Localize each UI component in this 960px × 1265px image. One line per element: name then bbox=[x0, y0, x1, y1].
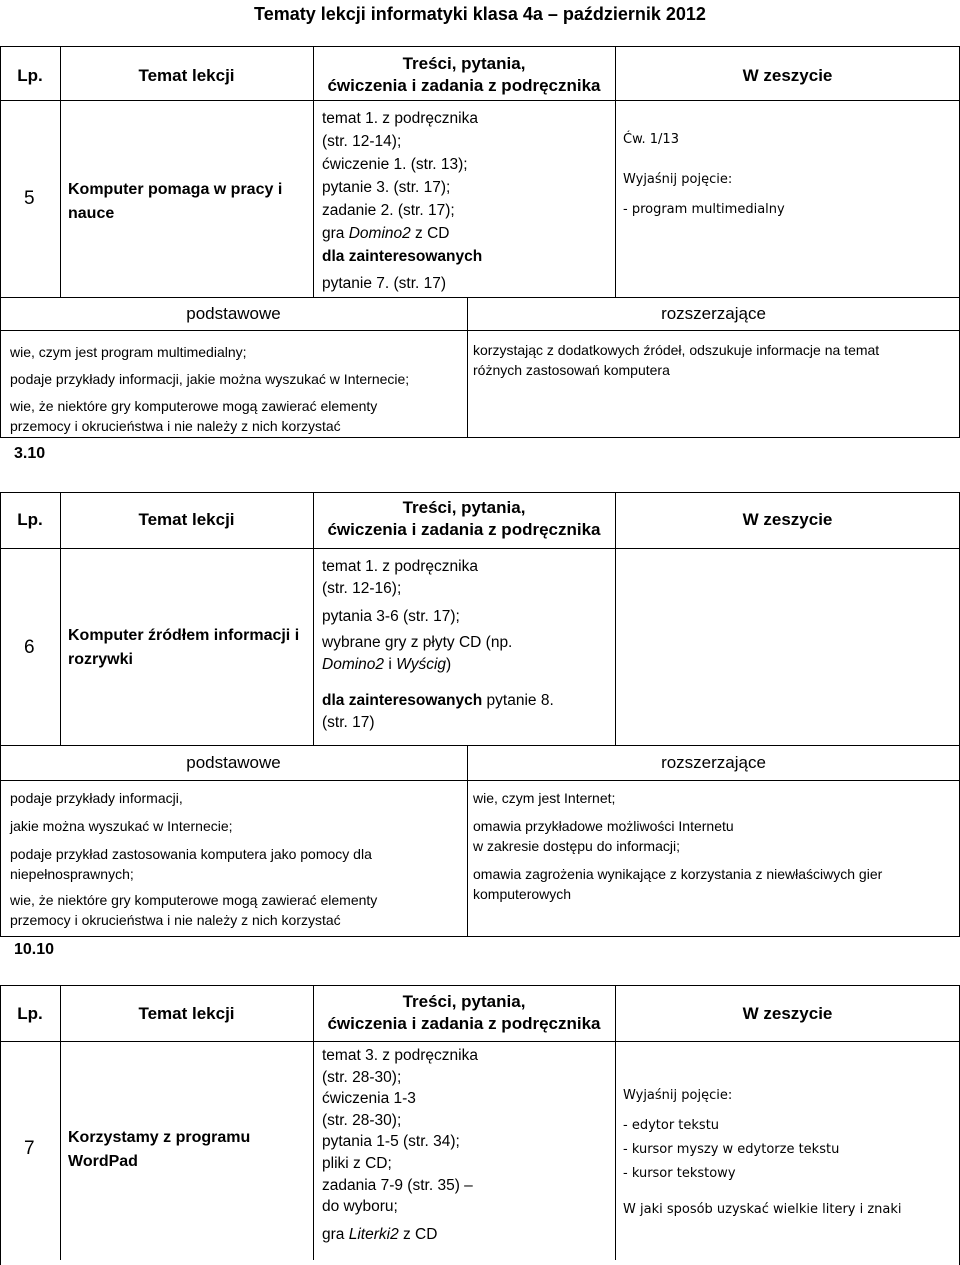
lesson-topic: Komputer pomaga w pracy i nauce bbox=[68, 181, 283, 222]
label-rozszerzajace: rozszerzające bbox=[661, 753, 766, 772]
label-podstawowe: podstawowe bbox=[186, 753, 281, 772]
label-rozszerzajace: rozszerzające bbox=[661, 304, 766, 323]
header-temat: Temat lekcji bbox=[138, 510, 235, 529]
lesson-content: temat 3. z podręcznika (str. 28-30); ćwiczenia 1-3 (str. 28-30); pytania 1-5 (str. 34); pliki z CD; zadania 7-9 (str. 35) – do wyboru; gra Literki2 z CD bbox=[322, 1047, 478, 1243]
header-lp: Lp. bbox=[17, 66, 43, 85]
notebook-notes: Wyjaśnij pojęcie: - edytor tekstu - kursor myszy w edytorze tekstu - kursor tekstowy W jaki sposób uzyskać wielkie litery i znaki bbox=[623, 1088, 902, 1217]
label-podstawowe: podstawowe bbox=[186, 304, 281, 323]
lesson-number: 7 bbox=[24, 1138, 35, 1159]
header-zeszyt: W zeszycie bbox=[742, 510, 833, 529]
basic-requirements: podaje przykłady informacji, jakie można wyszukać w Internecie; podaje przykład zastosowania komputera jako pomocy dla niepełnosprawnych; wie, że niektóre gry komputerowe mogą zawierać elementy przemocy i okrucieństwa i nie należy z nich korzystać bbox=[10, 790, 378, 928]
page-title: Tematy lekcji informatyki klasa 4a – październik 2012 bbox=[254, 4, 706, 24]
lesson-topic: Komputer źródłem informacji i rozrywki bbox=[68, 627, 300, 668]
header-zeszyt: W zeszycie bbox=[742, 66, 833, 85]
extended-requirements: korzystając z dodatkowych źródeł, odszukuje informacje na temat różnych zastosowań komputera bbox=[473, 342, 880, 378]
lesson-topic: Korzystamy z programu WordPad bbox=[68, 1129, 251, 1170]
header-lp: Lp. bbox=[17, 1004, 43, 1023]
lesson-content: temat 1. z podręcznika (str. 12-14); ćwiczenie 1. (str. 13); pytanie 3. (str. 17); zadanie 2. (str. 17); gra Domino2 z CD dla zainteresowanych pytanie 7. (str. 17) bbox=[322, 110, 483, 292]
lesson-date: 10.10 bbox=[14, 941, 55, 958]
lesson-number: 6 bbox=[24, 637, 35, 658]
header-tresci: Treści, pytania, ćwiczenia i zadania z podręcznika bbox=[327, 498, 601, 539]
header-lp: Lp. bbox=[17, 510, 43, 529]
notebook-notes: Ćw. 1/13 Wyjaśnij pojęcie: - program multimedialny bbox=[623, 132, 785, 217]
basic-requirements: wie, czym jest program multimedialny; podaje przykłady informacji, jakie można wyszukać w Internecie; wie, że niektóre gry komputerowe mogą zawierać elementy przemocy i okrucieństwa i nie należy z nich korzystać bbox=[10, 344, 410, 434]
lesson-date: 3.10 bbox=[14, 445, 46, 462]
header-tresci: Treści, pytania, ćwiczenia i zadania z podręcznika bbox=[327, 54, 601, 95]
header-zeszyt: W zeszycie bbox=[742, 1004, 833, 1023]
header-tresci: Treści, pytania, ćwiczenia i zadania z podręcznika bbox=[327, 992, 601, 1033]
extended-requirements: wie, czym jest Internet; omawia przykładowe możliwości Internetu w zakresie dostępu do informacji; omawia zagrożenia wynikające z korzystania z niewłaściwych gier komputerowych bbox=[473, 790, 883, 902]
header-temat: Temat lekcji bbox=[138, 66, 235, 85]
header-temat: Temat lekcji bbox=[138, 1004, 235, 1023]
lesson-content: temat 1. z podręcznika (str. 12-16); pytania 3-6 (str. 17); wybrane gry z płyty CD (np. Domino2 i Wyścig) dla zainteresowanych pytanie 8. (str. 17) bbox=[322, 558, 554, 731]
lesson-number: 5 bbox=[24, 188, 35, 209]
